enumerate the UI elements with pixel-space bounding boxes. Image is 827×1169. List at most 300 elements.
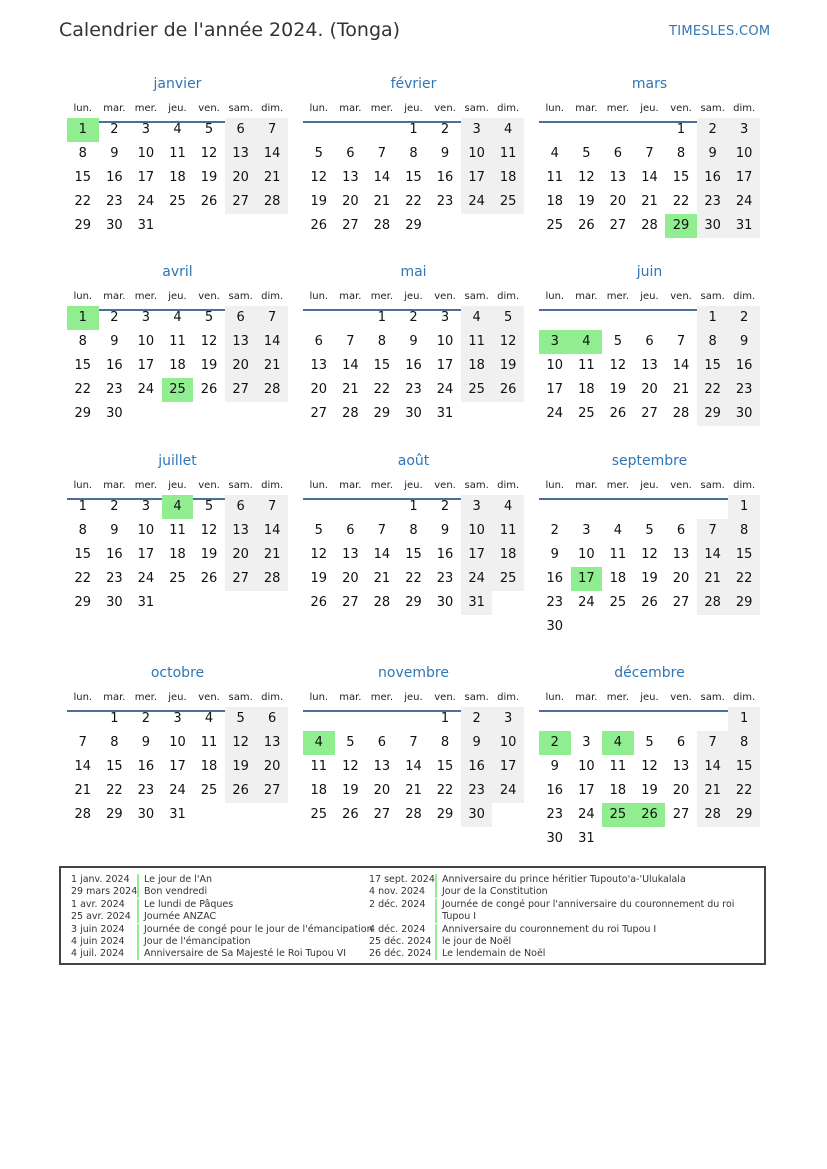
day-cell: 31	[728, 214, 760, 238]
day-cell: 4	[173, 122, 182, 137]
day-cell: 4	[204, 711, 214, 726]
day-cell: 29	[74, 406, 92, 421]
day-cell: 24	[461, 567, 493, 591]
weekday-header: sam.	[700, 103, 725, 114]
day-cell: 14	[405, 759, 422, 774]
day-cell: 20	[342, 571, 359, 586]
day-cell: 9	[110, 146, 119, 161]
day-cell: 10	[436, 334, 454, 349]
weekday-header: mar.	[339, 103, 362, 114]
day-cell: 15	[697, 354, 729, 378]
day-cell: 27	[225, 567, 257, 591]
day-cell: 31	[578, 831, 595, 846]
day-cell: 26	[310, 595, 328, 610]
day-cell: 7	[409, 735, 418, 750]
day-cell: 9	[110, 523, 119, 538]
day-cell: 29	[728, 591, 760, 615]
day-cell: 17	[137, 547, 155, 562]
weekday-header: dim.	[261, 291, 284, 302]
day-cell: 14	[373, 170, 391, 185]
month-août	[303, 447, 524, 637]
month-mai	[303, 258, 524, 448]
month-février	[303, 70, 524, 260]
weekday-header: mar.	[575, 103, 598, 114]
day-cell: 23	[106, 382, 123, 397]
weekday-header: ven.	[670, 103, 692, 114]
day-cell: 28	[256, 190, 288, 214]
day-cell: 29	[74, 595, 92, 610]
day-cell: 27	[342, 595, 359, 610]
weekday-header: jeu.	[168, 103, 187, 114]
weekday-header: mar.	[103, 103, 126, 114]
holiday-day-cell: 4	[303, 731, 335, 755]
day-cell: 30	[106, 218, 123, 233]
day-cell: 5	[204, 499, 214, 514]
legend-holiday-name: Journée de congé pour le jour de l'émancipation	[144, 923, 373, 935]
day-cell: 30	[546, 619, 564, 634]
weekday-header: lun.	[545, 480, 565, 491]
legend-date: 25 avr. 2024	[71, 911, 131, 923]
day-cell: 7	[377, 146, 387, 161]
day-cell: 4	[550, 146, 559, 161]
day-cell: 3	[440, 310, 450, 325]
day-cell: 9	[409, 334, 418, 349]
day-cell: 30	[546, 831, 564, 846]
day-cell: 5	[225, 707, 257, 731]
day-cell: 25	[310, 807, 328, 822]
day-cell: 28	[641, 218, 658, 233]
day-cell: 15	[74, 547, 92, 562]
weekday-header: lun.	[545, 692, 565, 703]
day-cell: 12	[342, 759, 359, 774]
month-name: octobre	[150, 665, 205, 681]
day-cell: 22	[74, 382, 92, 397]
day-cell: 20	[310, 382, 328, 397]
day-cell: 24	[546, 406, 564, 421]
legend-holiday-name: Le jour de l'An	[144, 874, 213, 885]
day-cell: 19	[492, 354, 524, 378]
day-cell: 15	[672, 170, 690, 185]
weekday-header: ven.	[198, 103, 220, 114]
day-cell: 27	[641, 406, 658, 421]
day-cell: 25	[546, 218, 564, 233]
weekday-header: sam.	[228, 480, 253, 491]
weekday-header: sam.	[228, 692, 253, 703]
day-cell: 6	[676, 735, 686, 750]
day-cell: 8	[409, 146, 418, 161]
weekday-header: jeu.	[404, 291, 423, 302]
day-cell: 27	[373, 807, 391, 822]
legend-entry	[369, 874, 729, 886]
weekday-header: ven.	[670, 692, 692, 703]
day-cell: 18	[609, 783, 627, 798]
day-cell: 11	[546, 170, 564, 185]
day-cell: 25	[492, 190, 524, 214]
day-cell: 21	[256, 166, 288, 190]
day-cell: 9	[110, 334, 119, 349]
day-cell: 11	[169, 523, 186, 538]
holiday-legend	[59, 866, 766, 965]
day-cell: 2	[697, 118, 729, 142]
day-cell: 22	[74, 571, 92, 586]
day-cell: 24	[578, 595, 595, 610]
day-cell: 13	[342, 547, 359, 562]
day-cell: 10	[578, 759, 595, 774]
day-cell: 28	[405, 807, 422, 822]
day-cell: 29	[436, 807, 454, 822]
day-cell: 29	[106, 807, 123, 822]
day-cell: 11	[492, 142, 524, 166]
day-cell: 17	[492, 755, 524, 779]
day-cell: 13	[609, 170, 627, 185]
day-cell: 23	[405, 382, 422, 397]
weekday-header: sam.	[700, 480, 725, 491]
day-cell: 22	[405, 194, 422, 209]
weekday-header: jeu.	[404, 692, 423, 703]
day-cell: 24	[492, 779, 524, 803]
day-cell: 20	[373, 783, 391, 798]
month-mars	[539, 70, 760, 260]
day-cell: 29	[405, 595, 422, 610]
day-cell: 2	[440, 499, 450, 514]
day-cell: 12	[310, 547, 328, 562]
day-cell: 11	[461, 330, 493, 354]
weekday-header: mar.	[575, 291, 598, 302]
weekday-header: sam.	[464, 692, 489, 703]
day-cell: 16	[436, 547, 454, 562]
day-cell: 17	[546, 382, 564, 397]
day-cell: 27	[672, 807, 690, 822]
day-cell: 25	[461, 378, 493, 402]
day-cell: 23	[546, 595, 564, 610]
month-rule	[539, 498, 760, 500]
day-cell: 21	[672, 382, 690, 397]
day-cell: 18	[310, 783, 328, 798]
weekday-header: sam.	[464, 103, 489, 114]
day-cell: 27	[225, 378, 257, 402]
weekday-header: dim.	[733, 291, 756, 302]
day-cell: 18	[169, 547, 186, 562]
day-cell: 30	[436, 595, 454, 610]
day-cell: 9	[728, 330, 760, 354]
weekday-header: jeu.	[404, 103, 423, 114]
day-cell: 6	[346, 523, 355, 538]
weekday-header: dim.	[497, 103, 520, 114]
day-cell: 2	[550, 523, 559, 538]
weekday-header: jeu.	[168, 480, 187, 491]
day-cell: 3	[173, 711, 182, 726]
weekday-header: lun.	[309, 480, 329, 491]
weekday-header: mer.	[134, 692, 158, 703]
day-cell: 31	[137, 218, 155, 233]
day-cell: 12	[310, 170, 328, 185]
day-cell: 23	[106, 194, 123, 209]
day-cell: 10	[461, 142, 493, 166]
weekday-header: jeu.	[640, 480, 659, 491]
day-cell: 6	[346, 146, 355, 161]
weekday-header: ven.	[198, 480, 220, 491]
weekday-header: mar.	[339, 692, 362, 703]
day-cell: 1	[440, 711, 450, 726]
day-cell: 29	[74, 218, 92, 233]
day-cell: 19	[641, 783, 658, 798]
legend-marker	[435, 911, 437, 923]
month-octobre	[67, 659, 288, 849]
day-cell: 16	[728, 354, 760, 378]
day-cell: 18	[169, 358, 186, 373]
day-cell: 28	[697, 591, 729, 615]
day-cell: 20	[641, 382, 658, 397]
day-cell: 5	[645, 735, 654, 750]
brand-logo-link[interactable]: TIMESLES.COM	[669, 24, 771, 39]
day-cell: 21	[405, 783, 422, 798]
day-cell: 18	[546, 194, 564, 209]
day-cell: 7	[676, 334, 686, 349]
day-cell: 1	[728, 495, 760, 519]
day-cell: 24	[728, 190, 760, 214]
weekday-header: sam.	[228, 103, 253, 114]
day-cell: 12	[609, 358, 627, 373]
day-cell: 21	[697, 779, 729, 803]
day-cell: 14	[672, 358, 690, 373]
day-cell: 22	[728, 567, 760, 591]
day-cell: 14	[74, 759, 92, 774]
legend-holiday-name: Anniversaire du couronnement du roi Tupou I	[442, 923, 657, 935]
day-cell: 30	[461, 803, 493, 827]
day-cell: 14	[256, 330, 288, 354]
day-cell: 29	[728, 803, 760, 827]
holiday-day-cell: 4	[571, 330, 603, 354]
day-cell: 16	[405, 358, 422, 373]
day-cell: 7	[256, 306, 288, 330]
day-cell: 15	[728, 543, 760, 567]
day-cell: 22	[436, 783, 454, 798]
legend-marker	[137, 886, 139, 898]
month-name: juin	[636, 264, 663, 280]
day-cell: 7	[697, 519, 729, 543]
weekday-header: lun.	[309, 291, 329, 302]
month-rule	[539, 710, 760, 712]
weekday-header: mar.	[575, 480, 598, 491]
day-cell: 18	[578, 382, 595, 397]
day-cell: 6	[645, 334, 654, 349]
legend-entry	[369, 936, 729, 948]
day-cell: 19	[225, 755, 257, 779]
legend-marker	[137, 948, 139, 960]
day-cell: 14	[256, 142, 288, 166]
weekday-header: sam.	[700, 692, 725, 703]
day-cell: 9	[141, 735, 151, 750]
day-cell: 10	[578, 547, 595, 562]
day-cell: 29	[697, 402, 729, 426]
month-name: mars	[631, 76, 668, 92]
weekday-header: mar.	[103, 692, 126, 703]
weekday-header: sam.	[464, 291, 489, 302]
weekday-header: sam.	[464, 480, 489, 491]
day-cell: 24	[137, 382, 155, 397]
month-juillet	[67, 447, 288, 637]
day-cell: 26	[641, 595, 658, 610]
day-cell: 25	[169, 571, 186, 586]
legend-holiday-name: Tupou I	[442, 911, 477, 923]
legend-marker	[137, 924, 139, 936]
weekday-header: dim.	[261, 480, 284, 491]
legend-marker	[435, 924, 437, 936]
day-cell: 15	[436, 759, 454, 774]
day-cell: 14	[342, 358, 359, 373]
holiday-day-cell: 1	[67, 306, 99, 330]
day-cell: 3	[582, 735, 591, 750]
day-cell: 6	[676, 523, 686, 538]
weekday-header: lun.	[73, 103, 93, 114]
day-cell: 4	[173, 310, 182, 325]
weekday-header: mer.	[606, 291, 630, 302]
day-cell: 25	[169, 194, 186, 209]
weekday-header: jeu.	[640, 291, 659, 302]
day-cell: 22	[697, 378, 729, 402]
month-septembre	[539, 447, 760, 637]
day-cell: 15	[405, 170, 422, 185]
weekday-header: mer.	[606, 103, 630, 114]
day-cell: 15	[74, 170, 92, 185]
day-cell: 28	[672, 406, 690, 421]
day-cell: 19	[310, 571, 328, 586]
weekday-header: lun.	[309, 692, 329, 703]
day-cell: 12	[200, 146, 218, 161]
day-cell: 9	[697, 142, 729, 166]
day-cell: 20	[672, 571, 690, 586]
day-cell: 18	[492, 543, 524, 567]
day-cell: 20	[256, 755, 288, 779]
weekday-header: ven.	[434, 692, 456, 703]
day-cell: 7	[256, 118, 288, 142]
month-name: février	[390, 76, 437, 92]
day-cell: 31	[461, 591, 493, 615]
day-cell: 22	[373, 382, 391, 397]
day-cell: 19	[342, 783, 359, 798]
day-cell: 10	[169, 735, 186, 750]
day-cell: 11	[169, 334, 186, 349]
day-cell: 24	[169, 783, 186, 798]
weekday-header: sam.	[228, 291, 253, 302]
legend-holiday-name: Anniversaire de Sa Majesté le Roi Tupou VI	[144, 948, 347, 960]
day-cell: 8	[78, 146, 87, 161]
month-janvier	[67, 70, 288, 260]
legend-marker	[435, 886, 437, 898]
day-cell: 21	[256, 354, 288, 378]
day-cell: 15	[405, 547, 422, 562]
day-cell: 18	[200, 759, 218, 774]
day-cell: 13	[256, 731, 288, 755]
legend-marker	[137, 911, 139, 923]
day-cell: 16	[137, 759, 155, 774]
weekday-header: mar.	[103, 480, 126, 491]
day-cell: 30	[405, 406, 422, 421]
day-cell: 13	[373, 759, 391, 774]
holiday-day-cell: 17	[571, 567, 603, 591]
day-cell: 5	[204, 310, 214, 325]
day-cell: 13	[310, 358, 328, 373]
day-cell: 2	[110, 499, 119, 514]
day-cell: 26	[225, 779, 257, 803]
day-cell: 26	[578, 218, 595, 233]
day-cell: 10	[137, 334, 155, 349]
day-cell: 14	[373, 547, 391, 562]
weekday-header: mar.	[339, 480, 362, 491]
legend-date: 4 déc. 2024	[369, 923, 426, 935]
day-cell: 5	[582, 146, 591, 161]
weekday-header: sam.	[700, 291, 725, 302]
legend-holiday-name: Bon vendredi	[144, 886, 208, 898]
day-cell: 3	[582, 523, 591, 538]
day-cell: 17	[461, 543, 493, 567]
day-cell: 17	[578, 783, 595, 798]
day-cell: 26	[492, 378, 524, 402]
weekday-header: dim.	[497, 692, 520, 703]
day-cell: 21	[373, 571, 391, 586]
weekday-header: mer.	[134, 291, 158, 302]
weekday-header: lun.	[73, 291, 93, 302]
day-cell: 8	[728, 731, 760, 755]
day-cell: 12	[200, 334, 218, 349]
day-cell: 26	[200, 194, 218, 209]
day-cell: 6	[256, 707, 288, 731]
day-cell: 5	[314, 523, 323, 538]
weekday-header: jeu.	[168, 291, 187, 302]
day-cell: 22	[728, 779, 760, 803]
legend-date: 4 juin 2024	[71, 936, 125, 947]
day-cell: 9	[550, 547, 559, 562]
weekday-header: dim.	[497, 291, 520, 302]
day-cell: 12	[200, 523, 218, 538]
weekday-header: lun.	[545, 291, 565, 302]
month-name: novembre	[378, 665, 449, 681]
month-name: mai	[400, 264, 427, 280]
day-cell: 31	[137, 595, 155, 610]
legend-holiday-name: le jour de Noël	[442, 936, 512, 947]
day-cell: 6	[225, 306, 257, 330]
day-cell: 12	[578, 170, 595, 185]
day-cell: 9	[440, 523, 450, 538]
day-cell: 27	[225, 190, 257, 214]
legend-marker	[137, 874, 139, 886]
day-cell: 12	[225, 731, 257, 755]
holiday-day-cell: 2	[539, 731, 571, 755]
weekday-header: ven.	[434, 480, 456, 491]
day-cell: 28	[373, 218, 391, 233]
weekday-header: dim.	[261, 103, 284, 114]
day-cell: 28	[342, 406, 359, 421]
day-cell: 9	[461, 731, 493, 755]
day-cell: 23	[436, 571, 454, 586]
day-cell: 23	[546, 807, 564, 822]
day-cell: 3	[728, 118, 760, 142]
day-cell: 12	[492, 330, 524, 354]
day-cell: 2	[141, 711, 151, 726]
day-cell: 21	[697, 567, 729, 591]
day-cell: 1	[110, 711, 119, 726]
day-cell: 1	[728, 707, 760, 731]
day-cell: 1	[676, 122, 686, 137]
weekday-header: mer.	[606, 692, 630, 703]
day-cell: 26	[310, 218, 328, 233]
day-cell: 1	[78, 499, 87, 514]
weekday-header: ven.	[434, 103, 456, 114]
day-cell: 15	[373, 358, 391, 373]
day-cell: 3	[141, 499, 151, 514]
day-cell: 4	[461, 306, 493, 330]
day-cell: 18	[169, 170, 186, 185]
